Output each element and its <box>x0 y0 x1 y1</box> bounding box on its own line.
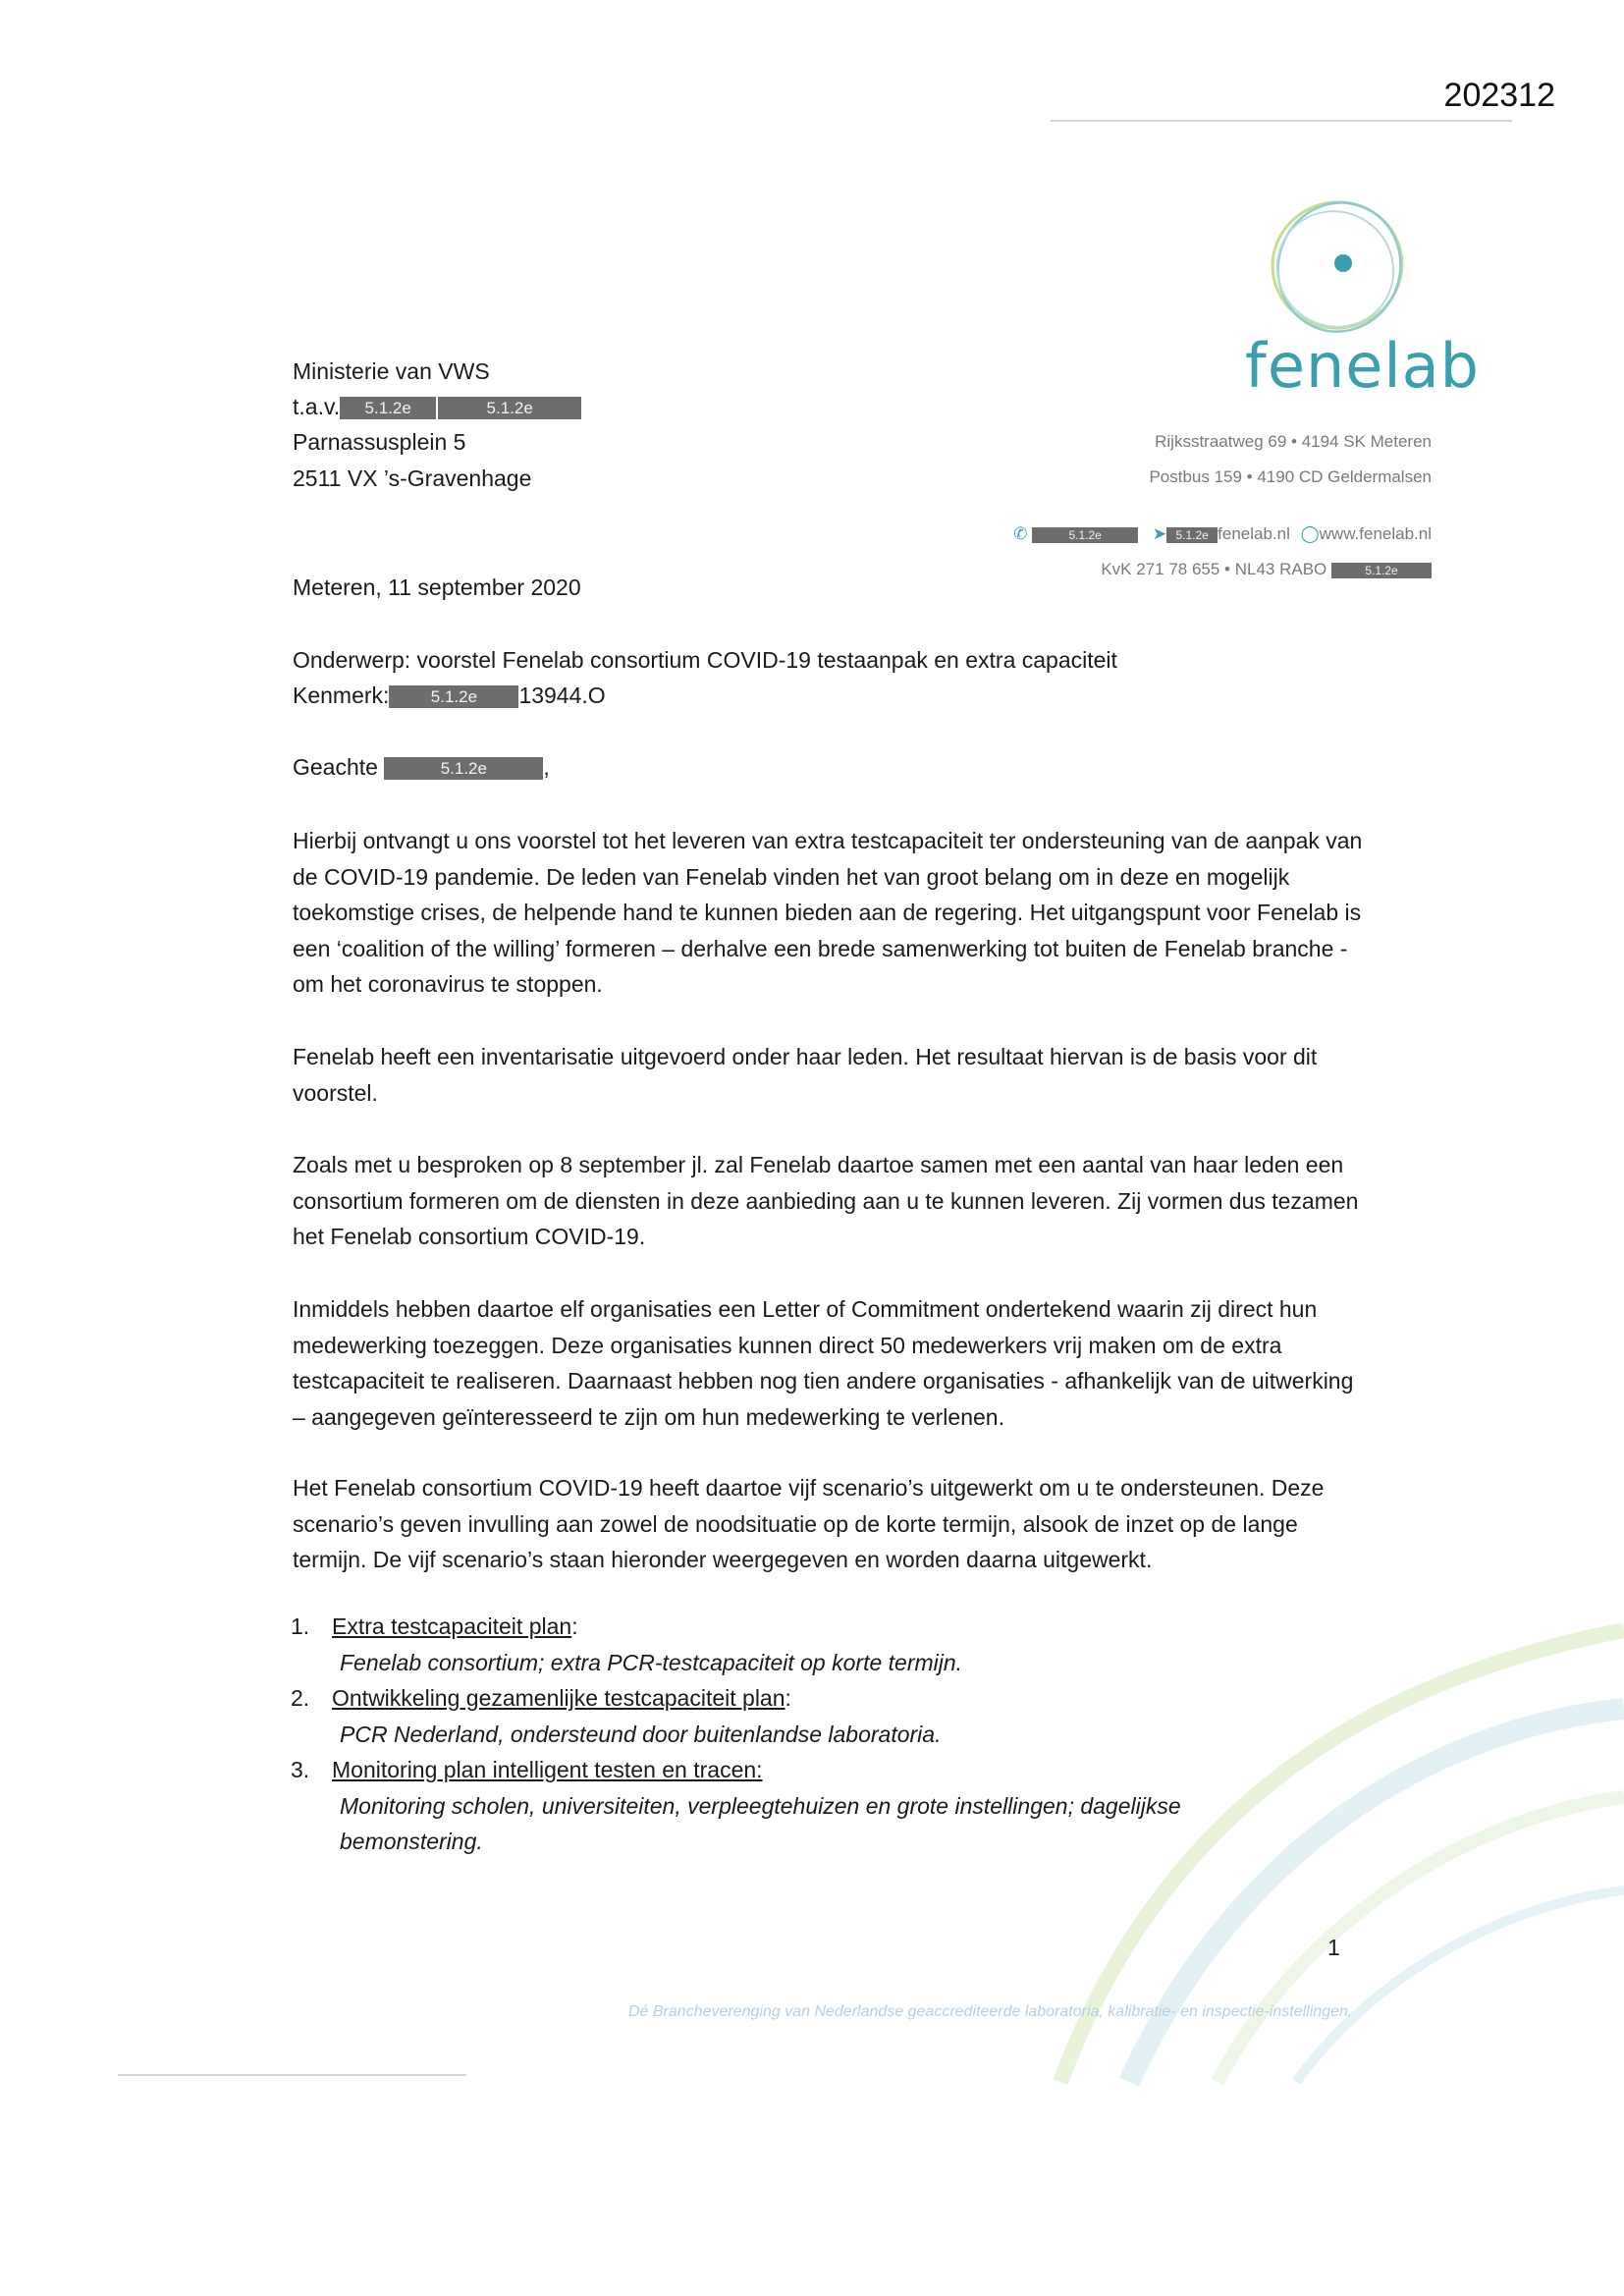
recipient-line-1: Ministerie van VWS <box>293 358 490 384</box>
divider <box>118 2074 466 2076</box>
list-number: 3. <box>291 1757 310 1782</box>
salutation <box>293 749 550 786</box>
sender-contact-line <box>1013 524 1432 544</box>
scenario-list <box>291 1609 1371 1860</box>
body-paragraph-4: Inmiddels hebben daartoe elf organisaties een Letter of Commitment ondertekend waarin zij direct hun medewerking toezeggen. Deze organisaties kunnen direct 50 medewerkers vrij maken om de extra testcapaciteit te realiseren. Daarnaast hebben nog tien andere organisaties - afhankelijk van de uitwerking – aangegeven geïnteresseerd te zijn om hun medewerking te verlenen. <box>293 1296 1354 1430</box>
list-item: 2. Ontwikkeling gezamenlijke testcapaciteit plan: PCR Nederland, ondersteund door buitenlandse laboratoria. <box>291 1680 1371 1752</box>
list-number: 2. <box>291 1685 310 1711</box>
redacted-bank: 5.1.2e <box>1331 563 1432 578</box>
sender-postbox: Postbus 159 • 4190 CD Geldermalsen <box>1149 467 1432 486</box>
document-id: 202312 <box>1443 77 1555 114</box>
list-number: 1. <box>291 1613 310 1639</box>
sender-registration <box>1101 560 1432 579</box>
scenario-description: Monitoring scholen, universiteiten, verpleegtehuizen en grote instellingen; dagelijkse bemonstering. <box>340 1792 1181 1854</box>
body-paragraph-3: Zoals met u besproken op 8 september jl. zal Fenelab daartoe samen met een aantal van haar leden een consortium formeren om de diensten in deze aanbieding aan u te kunnen leveren. Zij vormen dus tezamen het Fenelab consortium COVID-19. <box>293 1152 1359 1249</box>
list-item: 1. Extra testcapaciteit plan: Fenelab consortium; extra PCR-testcapaciteit op korte termijn. <box>291 1609 1371 1680</box>
email-domain: fenelab.nl <box>1218 524 1290 543</box>
body-paragraph-1: Hierbij ontvangt u ons voorstel tot het leveren van extra testcapaciteit ter ondersteuning van de aanpak van de COVID-19 pandemie. De leden van Fenelab vinden het van groot belang om in deze en mogelijk toekomstige crises, de helpende hand te kunnen bieden aan de regering. Het uitgangspunt voor Fenelab is een ‘coalition of the willing’ formeren – derhalve een brede samenwerking tot buiten de Fenelab branche - om het coronavirus te stoppen. <box>293 828 1363 997</box>
send-icon: ➤ <box>1152 524 1167 543</box>
scenario-description: PCR Nederland, ondersteund door buitenlandse laboratoria. <box>340 1721 942 1747</box>
kvk-text: KvK 271 78 655 • NL43 RABO <box>1101 560 1327 578</box>
scenario-description: Fenelab consortium; extra PCR-testcapaciteit op korte termijn. <box>340 1649 963 1675</box>
salutation-suffix: , <box>543 754 550 780</box>
website-link[interactable]: www.fenelab.nl <box>1319 524 1432 543</box>
globe-icon: ◯ <box>1300 524 1320 543</box>
list-item <box>291 1752 1371 1860</box>
redacted-tav-1: 5.1.2e <box>340 397 436 419</box>
redacted-email-user: 5.1.2e <box>1166 527 1218 543</box>
reference-prefix: Kenmerk: <box>293 683 390 708</box>
redacted-salutation: 5.1.2e <box>384 757 543 780</box>
scenario-title: Ontwikkeling gezamenlijke testcapaciteit plan <box>332 1685 785 1711</box>
body-paragraph-5: Het Fenelab consortium COVID-19 heeft daartoe vijf scenario’s uitgewerkt om u te ondersteunen. Deze scenario’s geven invulling aan zowel de noodsituatie op de korte termijn, alsook de inzet op de lange termijn. De vijf scenario’s staan hieronder weergegeven en worden daarna uitgewerkt. <box>293 1475 1325 1572</box>
redacted-reference: 5.1.2e <box>389 685 518 708</box>
brand-name: fenelab <box>1245 330 1480 402</box>
date-line: Meteren, 11 september 2020 <box>293 574 581 600</box>
subject-line: Onderwerp: voorstel Fenelab consortium COVID-19 testaanpak en extra capaciteit <box>293 647 1117 673</box>
footer-tagline: Dé Brancheverenging van Nederlandse geaccrediteerde laboratoria, kalibratie- en inspectie-instellingen. <box>628 2003 1353 2020</box>
fenelab-logo-icon <box>1259 189 1416 346</box>
sender-street: Rijksstraatweg 69 • 4194 SK Meteren <box>1155 432 1432 451</box>
redacted-phone: 5.1.2e <box>1032 527 1138 543</box>
divider <box>1051 120 1512 122</box>
reference-line <box>293 678 606 714</box>
scenario-title: Monitoring plan intelligent testen en tracen: <box>332 1757 763 1782</box>
scenario-title: Extra testcapaciteit plan <box>332 1613 572 1639</box>
redacted-tav-2: 5.1.2e <box>438 397 581 419</box>
recipient-line-3: Parnassusplein 5 <box>293 429 466 455</box>
salutation-prefix: Geachte <box>293 754 378 780</box>
page-number: 1 <box>1327 1935 1340 1960</box>
reference-suffix: 13944.O <box>518 683 606 708</box>
body-paragraph-2: Fenelab heeft een inventarisatie uitgevoerd onder haar leden. Het resultaat hiervan is de basis voor dit voorstel. <box>293 1044 1318 1106</box>
phone-icon: ✆ <box>1013 524 1028 543</box>
tav-prefix: t.a.v. <box>293 394 341 419</box>
recipient-tav <box>293 389 581 425</box>
recipient-line-4: 2511 VX ’s-Gravenhage <box>293 465 532 491</box>
